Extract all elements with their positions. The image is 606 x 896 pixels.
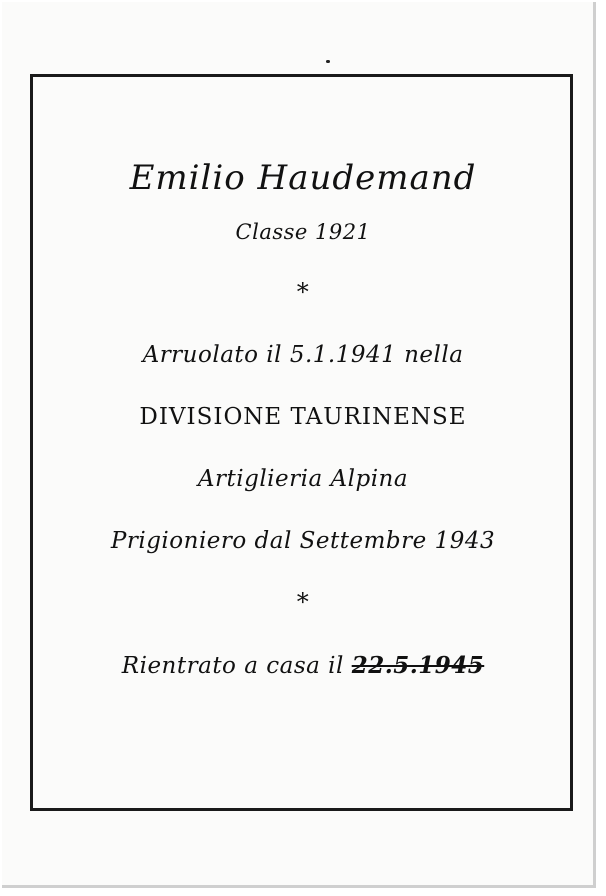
artillery-line: Artiglieria Alpina: [197, 466, 409, 492]
enlistment-line: Arruolato il 5.1.1941 nella: [142, 342, 464, 368]
prisoner-line: Prigioniero dal Settembre 1943: [110, 528, 496, 554]
return-prefix: Rientrato a casa il: [121, 653, 352, 679]
document-page: [2, 2, 596, 888]
return-line: [0, 652, 606, 679]
return-date: 22.5.1945: [351, 652, 485, 679]
separator-asterisk: *: [296, 278, 310, 306]
division-line: DIVISIONE TAURINENSE: [139, 404, 467, 430]
separator-asterisk: *: [296, 588, 310, 616]
ink-speck: [326, 60, 330, 63]
person-name: Emilio Haudemand: [129, 158, 477, 198]
birth-class: Classe 1921: [235, 220, 371, 244]
